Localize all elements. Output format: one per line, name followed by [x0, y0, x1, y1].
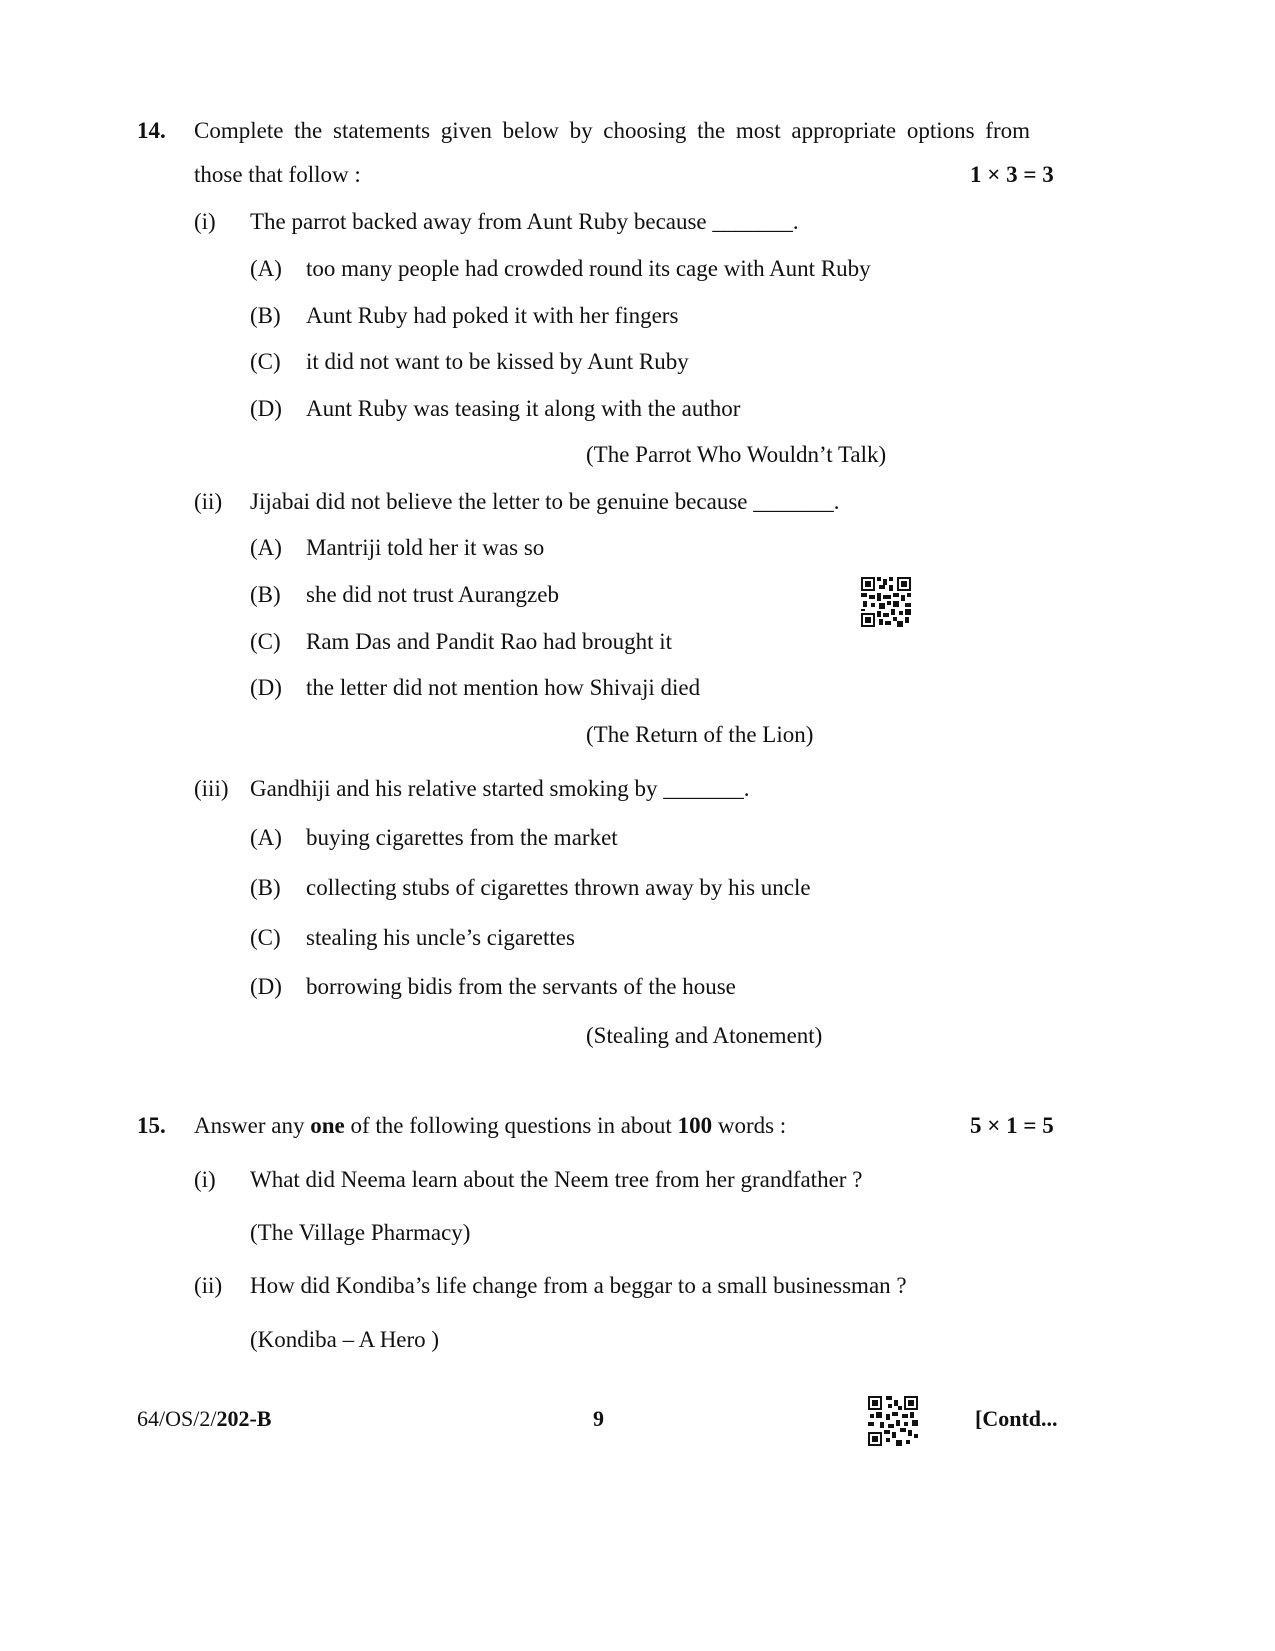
q14-stem-line2: those that follow :	[194, 162, 361, 187]
q14-i-source: (The Parrot Who Wouldn’t Talk)	[586, 442, 887, 467]
q15-number: 15.	[137, 1113, 166, 1138]
q15-part-i-label: (i)	[194, 1167, 216, 1192]
q14-i-option-d-text: Aunt Ruby was teasing it along with the author	[306, 396, 741, 421]
q14-part-ii-text: Jijabai did not believe the letter to be genuine because _______.	[250, 489, 840, 514]
q14-marks: 1 × 3 = 3	[970, 162, 1054, 187]
q14-ii-source: (The Return of the Lion)	[586, 722, 814, 747]
q14-part-iii-label: (iii)	[194, 776, 229, 801]
q14-i-option-d-label: (D)	[250, 396, 282, 421]
page-number: 9	[593, 1406, 604, 1431]
q14-stem-line1: Complete the statements given below by choosing the most appropriate options from	[194, 118, 1030, 143]
q15-marks: 5 × 1 = 5	[970, 1113, 1054, 1138]
q14-i-option-c-text: it did not want to be kissed by Aunt Ruby	[306, 349, 689, 374]
q14-number: 14.	[137, 118, 166, 143]
q14-i-option-a-label: (A)	[250, 256, 282, 281]
q14-i-option-a-text: too many people had crowded round its cage with Aunt Ruby	[306, 256, 871, 281]
q15-stem-bold-one: one	[310, 1113, 345, 1138]
q14-iii-option-c-label: (C)	[250, 925, 281, 950]
qr-code-icon	[868, 1396, 918, 1446]
q14-i-option-c-label: (C)	[250, 349, 281, 374]
q14-part-iii-text: Gandhiji and his relative started smoking by _______.	[250, 776, 750, 801]
q14-ii-option-a-text: Mantriji told her it was so	[306, 535, 545, 560]
qr-code-icon	[861, 577, 911, 627]
q14-iii-option-a-label: (A)	[250, 825, 282, 850]
q14-ii-option-d-text: the letter did not mention how Shivaji died	[306, 675, 701, 700]
continued-marker: [Contd...	[975, 1406, 1058, 1431]
q14-iii-option-b-text: collecting stubs of cigarettes thrown away by his uncle	[306, 875, 811, 900]
q14-iii-source: (Stealing and Atonement)	[586, 1023, 823, 1048]
q14-part-i-label: (i)	[194, 209, 216, 234]
q15-part-i-text: What did Neema learn about the Neem tree from her grandfather ?	[250, 1167, 863, 1192]
q15-stem	[194, 1113, 786, 1139]
paper-code-prefix: 64/OS/2/	[137, 1406, 217, 1431]
q14-ii-option-b-label: (B)	[250, 582, 281, 607]
q14-ii-option-c-text: Ram Das and Pandit Rao had brought it	[306, 629, 673, 654]
q15-part-i-source: (The Village Pharmacy)	[250, 1220, 471, 1245]
q15-stem-post: words :	[712, 1113, 787, 1138]
paper-code	[137, 1406, 271, 1432]
q15-stem-bold-count: 100	[677, 1113, 713, 1138]
q15-stem-mid: of the following questions in about	[344, 1113, 678, 1138]
q15-part-ii-source: (Kondiba – A Hero )	[250, 1327, 440, 1352]
paper-code-bold: 202-B	[216, 1406, 272, 1431]
q14-part-i-text: The parrot backed away from Aunt Ruby because _______.	[250, 209, 799, 234]
q14-iii-option-d-text: borrowing bidis from the servants of the house	[306, 974, 736, 999]
q14-iii-option-c-text: stealing his uncle’s cigarettes	[306, 925, 575, 950]
q14-ii-option-d-label: (D)	[250, 675, 282, 700]
q15-part-ii-label: (ii)	[194, 1273, 223, 1298]
q14-ii-option-a-label: (A)	[250, 535, 282, 560]
q14-i-option-b-label: (B)	[250, 303, 281, 328]
q14-ii-option-b-text: she did not trust Aurangzeb	[306, 582, 559, 607]
q14-iii-option-b-label: (B)	[250, 875, 281, 900]
q14-part-ii-label: (ii)	[194, 489, 223, 514]
q14-i-option-b-text: Aunt Ruby had poked it with her fingers	[306, 303, 679, 328]
q15-stem-pre: Answer any	[194, 1113, 311, 1138]
q14-ii-option-c-label: (C)	[250, 629, 281, 654]
q14-iii-option-a-text: buying cigarettes from the market	[306, 825, 618, 850]
q15-part-ii-text: How did Kondiba’s life change from a beggar to a small businessman ?	[250, 1273, 907, 1298]
q14-iii-option-d-label: (D)	[250, 974, 282, 999]
